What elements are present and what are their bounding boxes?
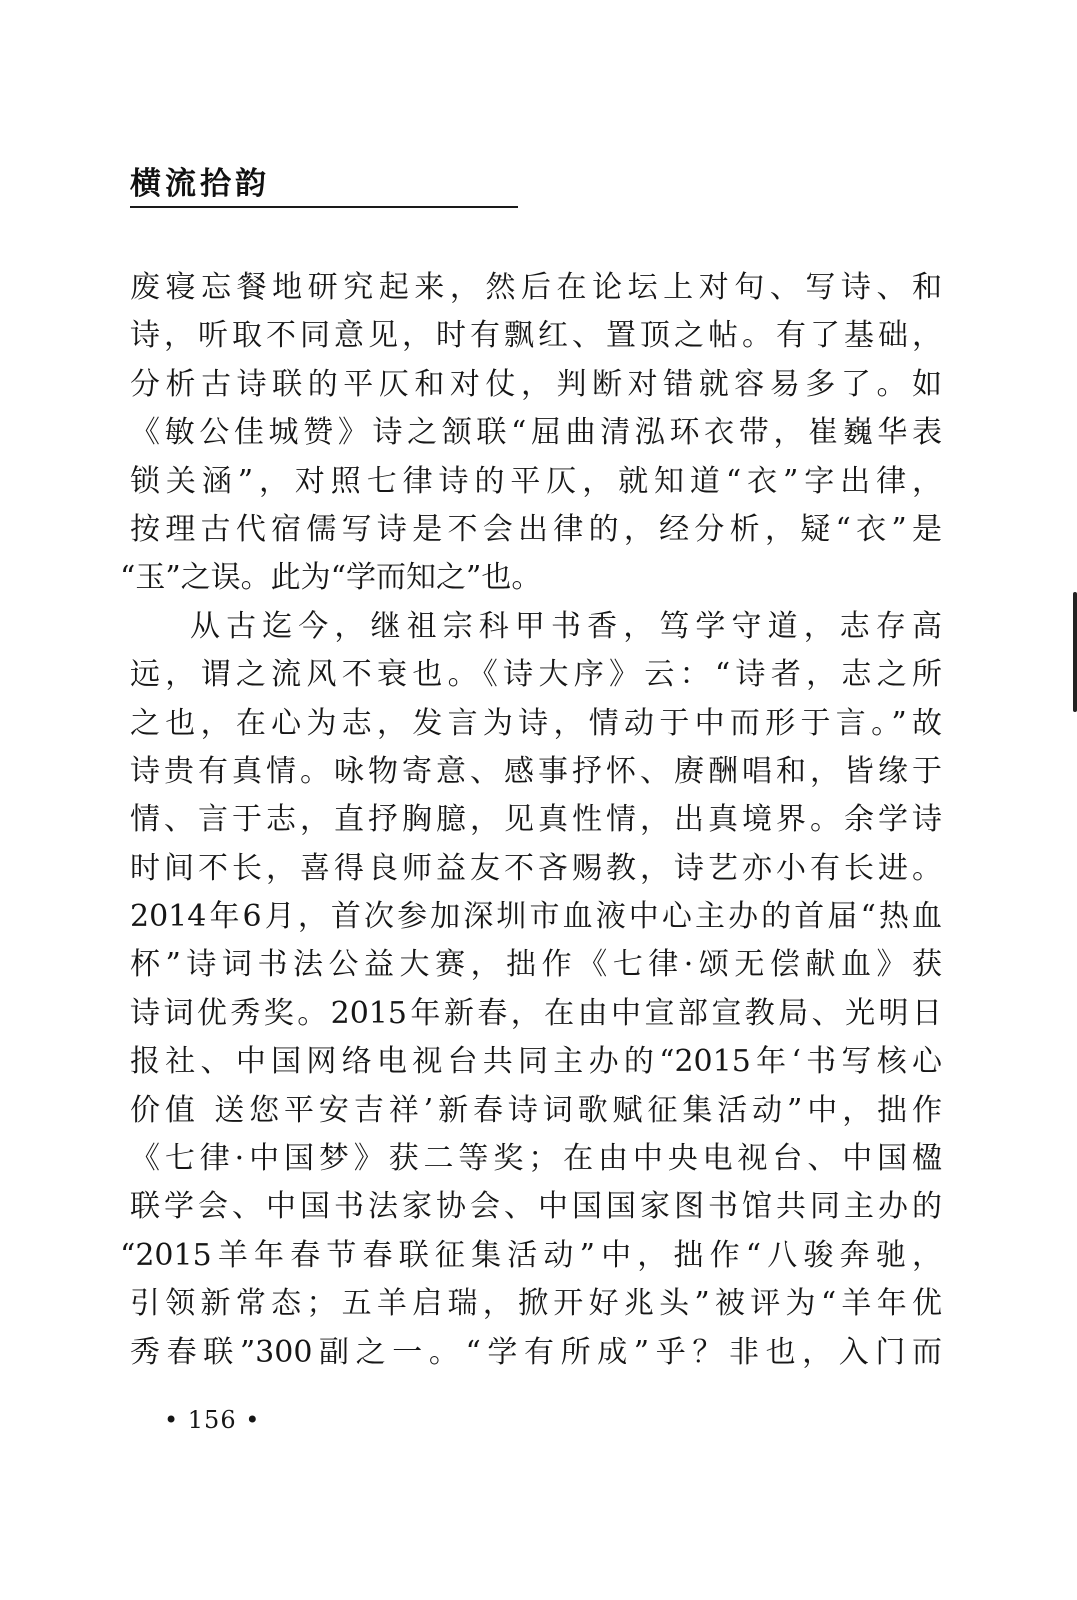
text-line: 诗，听取不同意见，时有飘红、置顶之帖。有了基础， (130, 318, 942, 354)
text-line: 秀春联”300副之一。“学有所成”乎？非也，入门而 (130, 1334, 942, 1370)
text-line: 《敏公佳城赞》诗之颔联“屈曲清泓环衣带，崔巍华表 (130, 415, 942, 451)
text-line: 锁关涵”，对照七律诗的平仄，就知道“衣”字出律， (130, 463, 942, 499)
paragraph-first-line: 从古迄今，继祖宗科甲书香，笃学守道，志存高 (190, 608, 942, 644)
book-title: 横流拾韵 (130, 166, 270, 202)
text-line: “2015羊年春节春联征集活动”中，拙作“八骏奔驰， (120, 1237, 942, 1273)
scan-edge-mark (1073, 592, 1077, 712)
body-text (120, 264, 942, 1377)
text-line: 价值 送您平安吉祥’新春诗词歌赋征集活动”中，拙作 (130, 1092, 942, 1128)
text-line: 引领新常态；五羊启瑞，掀开好兆头”被评为“羊年优 (130, 1286, 942, 1322)
running-header (130, 166, 518, 202)
text-line: 报社、中国网络电视台共同主办的“2015年‘书写核心 (130, 1044, 942, 1080)
header-rule (130, 206, 518, 208)
text-line: 之也，在心为志，发言为诗，情动于中而形于言。”故 (130, 705, 942, 741)
text-line: 联学会、中国书法家协会、中国国家图书馆共同主办的 (130, 1189, 942, 1225)
text-line: 按理古代宿儒写诗是不会出律的，经分析，疑“衣”是 (130, 511, 942, 547)
text-line: 时间不长，喜得良师益友不吝赐教，诗艺亦小有长进。 (130, 850, 942, 886)
text-line: 分析古诗联的平仄和对仗，判断对错就容易多了。如 (130, 366, 942, 402)
text-line: 诗贵有真情。咏物寄意、感事抒怀、赓酬唱和，皆缘于 (130, 753, 942, 789)
page-number: • 156 • (164, 1406, 261, 1434)
text-line: 情、言于志，直抒胸臆，见真性情，出真境界。余学诗 (130, 802, 942, 838)
text-line: 远，谓之流风不衰也。《诗大序》云：“诗者，志之所 (130, 657, 942, 693)
text-line: 《七律·中国梦》获二等奖；在由中央电视台、中国楹 (130, 1141, 942, 1177)
text-line: 2014年6月，首次参加深圳市血液中心主办的首届“热血 (130, 899, 942, 935)
text-line: 诗词优秀奖。2015年新春，在由中宣部宣教局、光明日 (130, 995, 942, 1031)
text-line: “玉”之误。此为“学而知之”也。 (120, 560, 542, 596)
text-line: 废寝忘餐地研究起来，然后在论坛上对句、写诗、和 (130, 270, 942, 305)
text-line: 杯”诗词书法公益大赛，拙作《七律·颂无偿献血》获 (130, 947, 942, 983)
